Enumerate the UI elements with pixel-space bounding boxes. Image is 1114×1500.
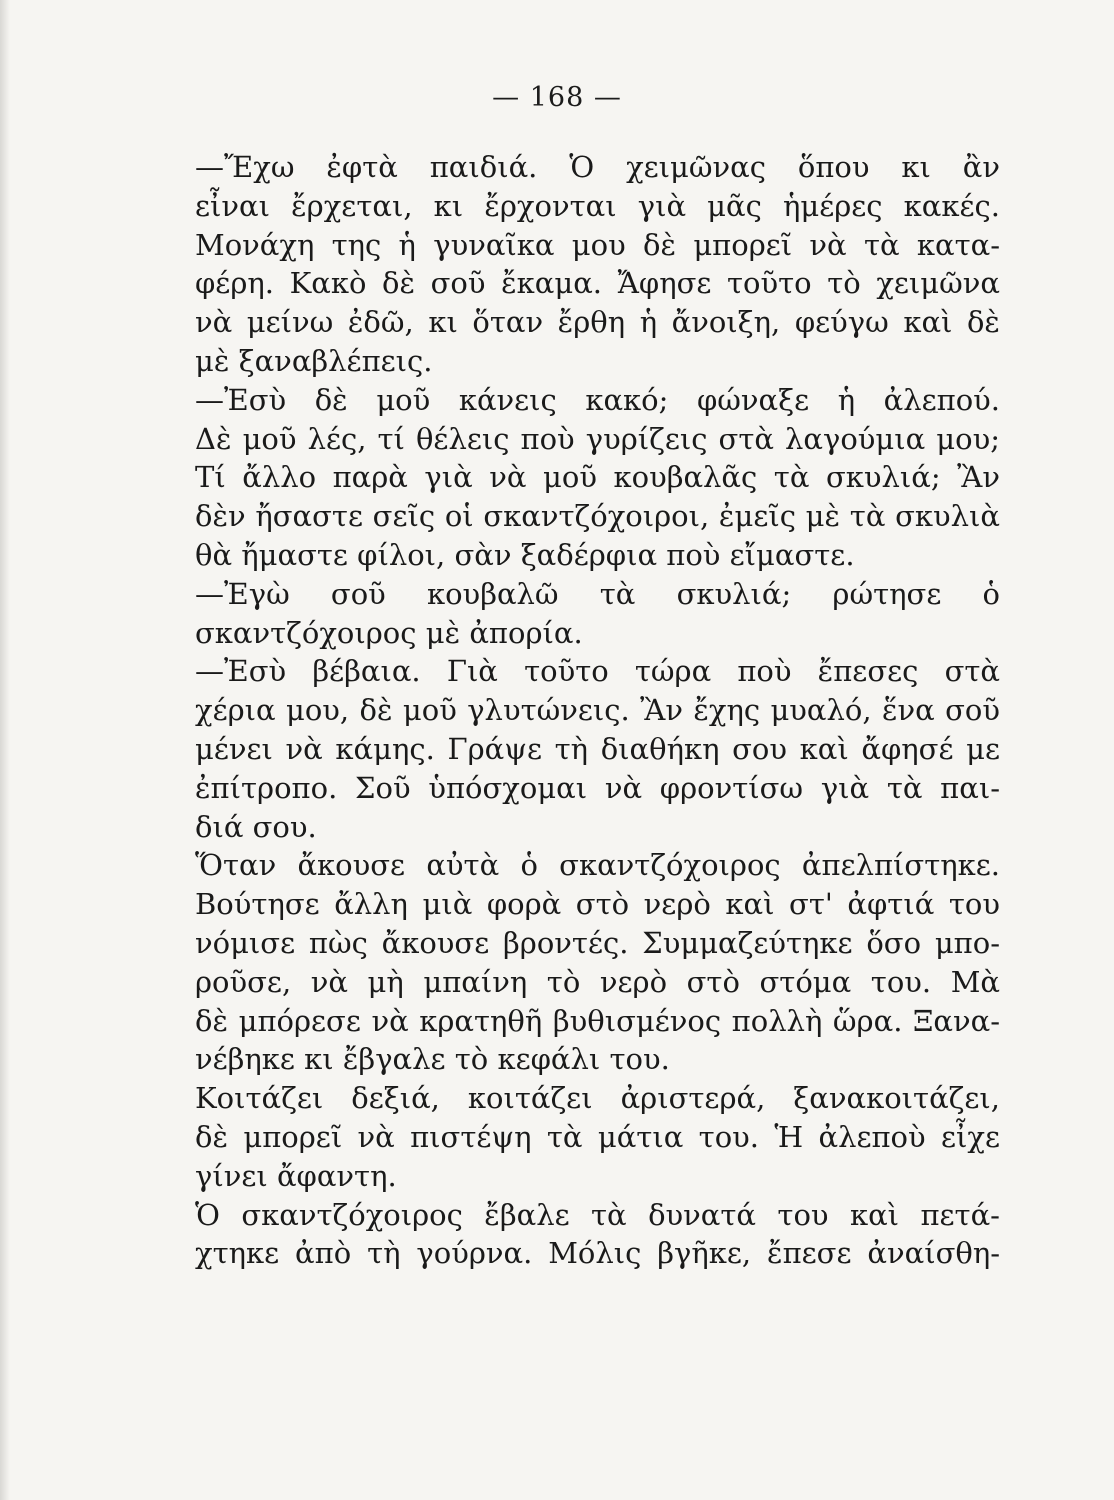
text-line: μένει νὰ κάμης. Γράψε τὴ διαθήκη σου καὶ ἄφησέ με <box>195 731 1000 766</box>
text-line: θὰ ἤμαστε φίλοι, σὰν ξαδέρφια ποὺ εἴμαστε. <box>195 537 855 572</box>
text-line: διά σου. <box>195 809 317 844</box>
text-line: νόμισε πὼς ἄκουσε βροντές. Συμμαζεύτηκε ὅσο μπο- <box>195 925 1000 960</box>
text-line: σκαντζόχοιρος μὲ ἀπορία. <box>195 615 583 650</box>
text-line: —Ἐσὺ δὲ μοῦ κάνεις κακό; φώναξε ἡ ἀλεπού. <box>195 382 1000 417</box>
text-line: —Ἐσὺ βέβαια. Γιὰ τοῦτο τώρα ποὺ ἔπεσες στὰ <box>195 654 1000 689</box>
text-line: δὲ μπορεῖ νὰ πιστέψη τὰ μάτια του. Ἡ ἀλεποὺ εἶχε <box>195 1119 1000 1154</box>
text-line: δὲ μπόρεσε νὰ κρατηθῆ βυθισμένος πολλὴ ὥρα. Ξανα- <box>195 1003 1000 1038</box>
text-line: ροῦσε, νὰ μὴ μπαίνη τὸ νερὸ στὸ στόμα του. Μὰ <box>195 964 1000 999</box>
text-line: Δὲ μοῦ λές, τί θέλεις ποὺ γυρίζεις στὰ λαγούμια μου; <box>195 421 1000 456</box>
text-line: Κοιτάζει δεξιά, κοιτάζει ἀριστερά, ξανακοιτάζει, <box>195 1081 1000 1116</box>
text-line: —Ἔχω ἐφτὰ παιδιά. Ὁ χειμῶνας ὅπου κι ἂν <box>195 150 1000 184</box>
text-line: Βούτησε ἄλλη μιὰ φορὰ στὸ νερὸ καὶ στ' ἀφτιά του <box>195 887 1000 922</box>
body-text <box>195 148 1000 1273</box>
text-line: Ὁ σκαντζόχοιρος ἔβαλε τὰ δυνατά του καὶ πετά- <box>195 1197 1000 1232</box>
text-line: νέβηκε κι ἔβγαλε τὸ κεφάλι του. <box>195 1042 670 1077</box>
text-line: δὲν ἤσαστε σεῖς οἱ σκαντζόχοιροι, ἐμεῖς μὲ τὰ σκυλιὰ <box>195 499 1000 534</box>
text-line: Τί ἄλλο παρὰ γιὰ νὰ μοῦ κουβαλᾶς τὰ σκυλιά; Ἂν <box>195 460 1000 495</box>
text-line: χτηκε ἀπὸ τὴ γούρνα. Μόλις βγῆκε, ἔπεσε ἀναίσθη- <box>195 1236 1000 1271</box>
text-line: Ὅταν ἄκουσε αὐτὰ ὁ σκαντζόχοιρος ἀπελπίστηκε. <box>195 848 1000 883</box>
text-line: χέρια μου, δὲ μοῦ γλυτώνεις. Ἂν ἔχης μυαλό, ἕνα σοῦ <box>195 693 1000 728</box>
text-line: μὲ ξαναβλέπεις. <box>195 343 433 378</box>
text-line: φέρη. Κακὸ δὲ σοῦ ἔκαμα. Ἄφησε τοῦτο τὸ χειμῶνα <box>195 266 1000 301</box>
text-line: γίνει ἄφαντη. <box>195 1158 397 1193</box>
text-line: Μονάχη της ἡ γυναῖκα μου δὲ μπορεῖ νὰ τὰ κατα- <box>195 227 1000 262</box>
text-line: νὰ μείνω ἐδῶ, κι ὅταν ἔρθη ἡ ἄνοιξη, φεύγω καὶ δὲ <box>195 305 1000 340</box>
text-line: —Ἐγὼ σοῦ κουβαλῶ τὰ σκυλιά; ρώτησε ὁ <box>195 576 1000 611</box>
page-binding-shadow <box>0 0 10 1500</box>
text-line: εἶναι ἔρχεται, κι ἔρχονται γιὰ μᾶς ἡμέρες κακές. <box>195 188 1000 223</box>
text-line: ἐπίτροπο. Σοῦ ὑπόσχομαι νὰ φροντίσω γιὰ τὰ παι- <box>195 770 1000 805</box>
page-number: — 168 — <box>492 82 622 113</box>
